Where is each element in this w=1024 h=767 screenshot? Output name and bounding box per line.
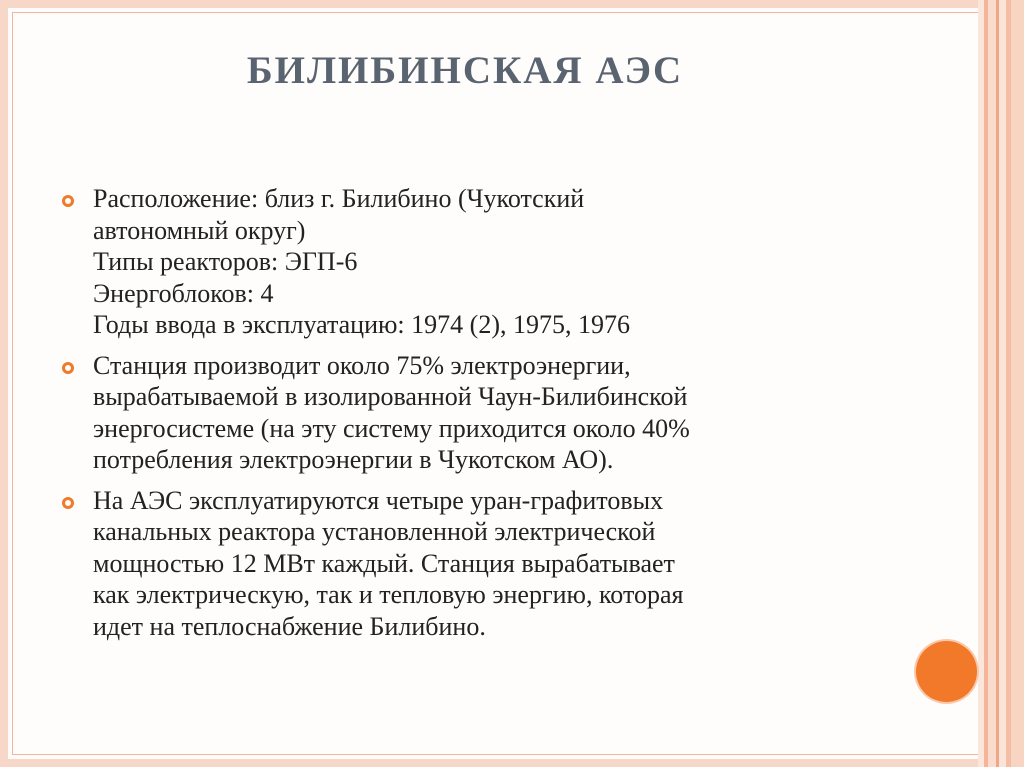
bullet-ring-icon <box>62 362 74 374</box>
decorative-circle-icon <box>916 641 977 702</box>
bullet-ring-icon <box>62 195 74 207</box>
bullet-line: Годы ввода в эксплуатацию: 1974 (2), 1975, 1976 <box>93 310 630 339</box>
bullet-line: потребления электроэнергии в Чукотском АО). <box>93 445 614 474</box>
bullet-item-reactors <box>60 485 920 643</box>
bullet-line: Энергоблоков: 4 <box>93 278 274 308</box>
bullet-line: Станция производит около 75% электроэнергии, <box>93 350 631 380</box>
bullet-line: мощностью 12 МВт каждый. Станция вырабатывает <box>93 548 675 578</box>
slide-title: БИЛИБИНСКАЯ АЭС <box>246 49 684 92</box>
bullet-list <box>60 183 920 651</box>
bullet-line: энергосистеме (на эту систему приходится около 40% <box>93 413 690 443</box>
bullet-item-production <box>60 350 920 476</box>
bullet-line: На АЭС эксплуатируются четыре уран-графитовых <box>93 485 664 515</box>
bullet-line: Расположение: близ г. Билибино (Чукотский <box>93 184 585 213</box>
bullet-line: Типы реакторов: ЭГП-6 <box>93 247 358 276</box>
bullet-line: автономный округ) <box>93 215 306 245</box>
bullet-line: вырабатываемой в изолированной Чаун-Билибинской <box>93 382 688 411</box>
bullet-ring-icon <box>62 497 74 509</box>
bullet-line: как электрическую, так и тепловую энергию, которая <box>93 580 684 609</box>
bullet-item-location <box>60 183 920 341</box>
bullet-line: канальных реактора установленной электрической <box>93 517 656 546</box>
bullet-line: идет на теплоснабжение Билибино. <box>93 611 486 641</box>
decorative-stripes <box>978 0 1024 767</box>
